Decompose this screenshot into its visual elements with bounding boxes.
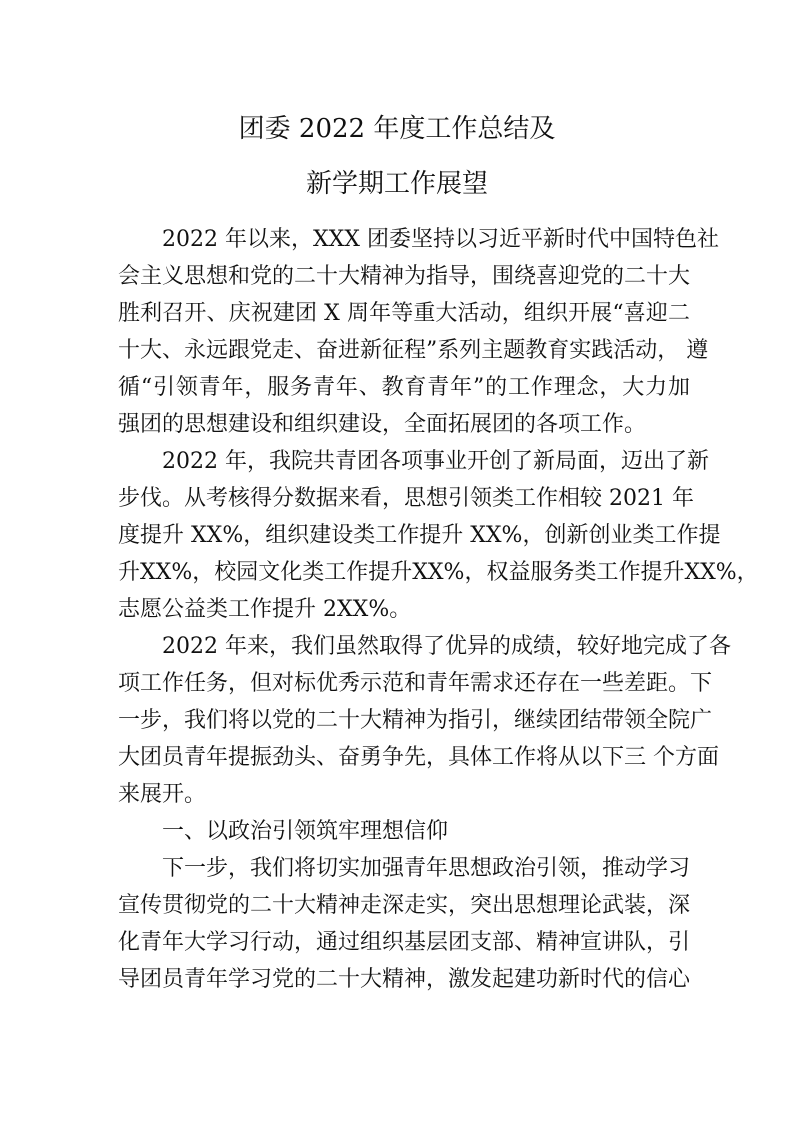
title-line-2: 新学期工作展望: [305, 169, 488, 199]
paragraph-line: 十大、永远跟党走、奋进新征程”系列主题教育实践活动， 遵: [118, 338, 709, 363]
paragraph-line: 化青年大学习行动，通过组织基层团支部、精神宣讲队，引: [118, 930, 691, 955]
paragraph-line: 宣传贯彻党的二十大精神走深走实，突出思想理论武装，深: [118, 893, 691, 918]
document-title: [0, 102, 794, 212]
paragraph-line: 升XX%，校园文化类工作提升XX%，权益服务类工作提升XX%，: [118, 560, 759, 585]
paragraph-line: 大团员青年提振劲头、奋勇争先，具体工作将从以下三 个方面: [118, 745, 719, 770]
paragraph-line: 来展开。: [118, 782, 207, 807]
paragraph-line: 下一步，我们将切实加强青年思想政治引领，推动学习: [162, 856, 691, 881]
section-heading-1: 一、以政治引领筑牢理想信仰: [162, 819, 449, 844]
paragraph-line: 导团员青年学习党的二十大精神，激发起建功新时代的信心: [118, 967, 691, 992]
paragraph-outlook: [118, 628, 731, 813]
paragraph-line: 一步，我们将以党的二十大精神为指引，继续团结带领全院广: [118, 708, 713, 733]
paragraph-line: 会主义思想和党的二十大精神为指导，围绕喜迎党的二十大: [118, 264, 691, 289]
title-line-1: 团委 2022 年度工作总结及: [238, 114, 556, 144]
paragraph-line: 胜利召开、庆祝建团 X 周年等重大活动，组织开展“喜迎二: [118, 301, 690, 326]
paragraph-political-guidance: [118, 850, 690, 998]
paragraph-line: 度提升 XX%，组织建设类工作提升 XX%，创新创业类工作提: [118, 523, 721, 548]
paragraph-line: 2022 年以来，XXX 团委坚持以习近平新时代中国特色社: [162, 227, 719, 252]
paragraph-line: 2022 年来，我们虽然取得了优异的成绩，较好地完成了各: [162, 634, 731, 659]
paragraph-achievements: [118, 443, 759, 628]
paragraph-line: 志愿公益类工作提升 2XX%。: [118, 597, 412, 622]
paragraph-line: 步伐。从考核得分数据来看，思想引领类工作相较 2021 年: [118, 486, 694, 511]
document-body: [118, 221, 759, 998]
paragraph-line: 项工作任务，但对标优秀示范和青年需求还存在一些差距。下: [118, 671, 713, 696]
paragraph-line: 强团的思想建设和组织建设，全面拓展团的各项工作。: [118, 412, 647, 437]
paragraph-line: 2022 年，我院共青团各项事业开创了新局面，迈出了新: [162, 449, 709, 474]
paragraph-line: 循“引领青年，服务青年、教育青年”的工作理念，大力加: [118, 375, 690, 400]
paragraph-intro: [118, 221, 719, 443]
